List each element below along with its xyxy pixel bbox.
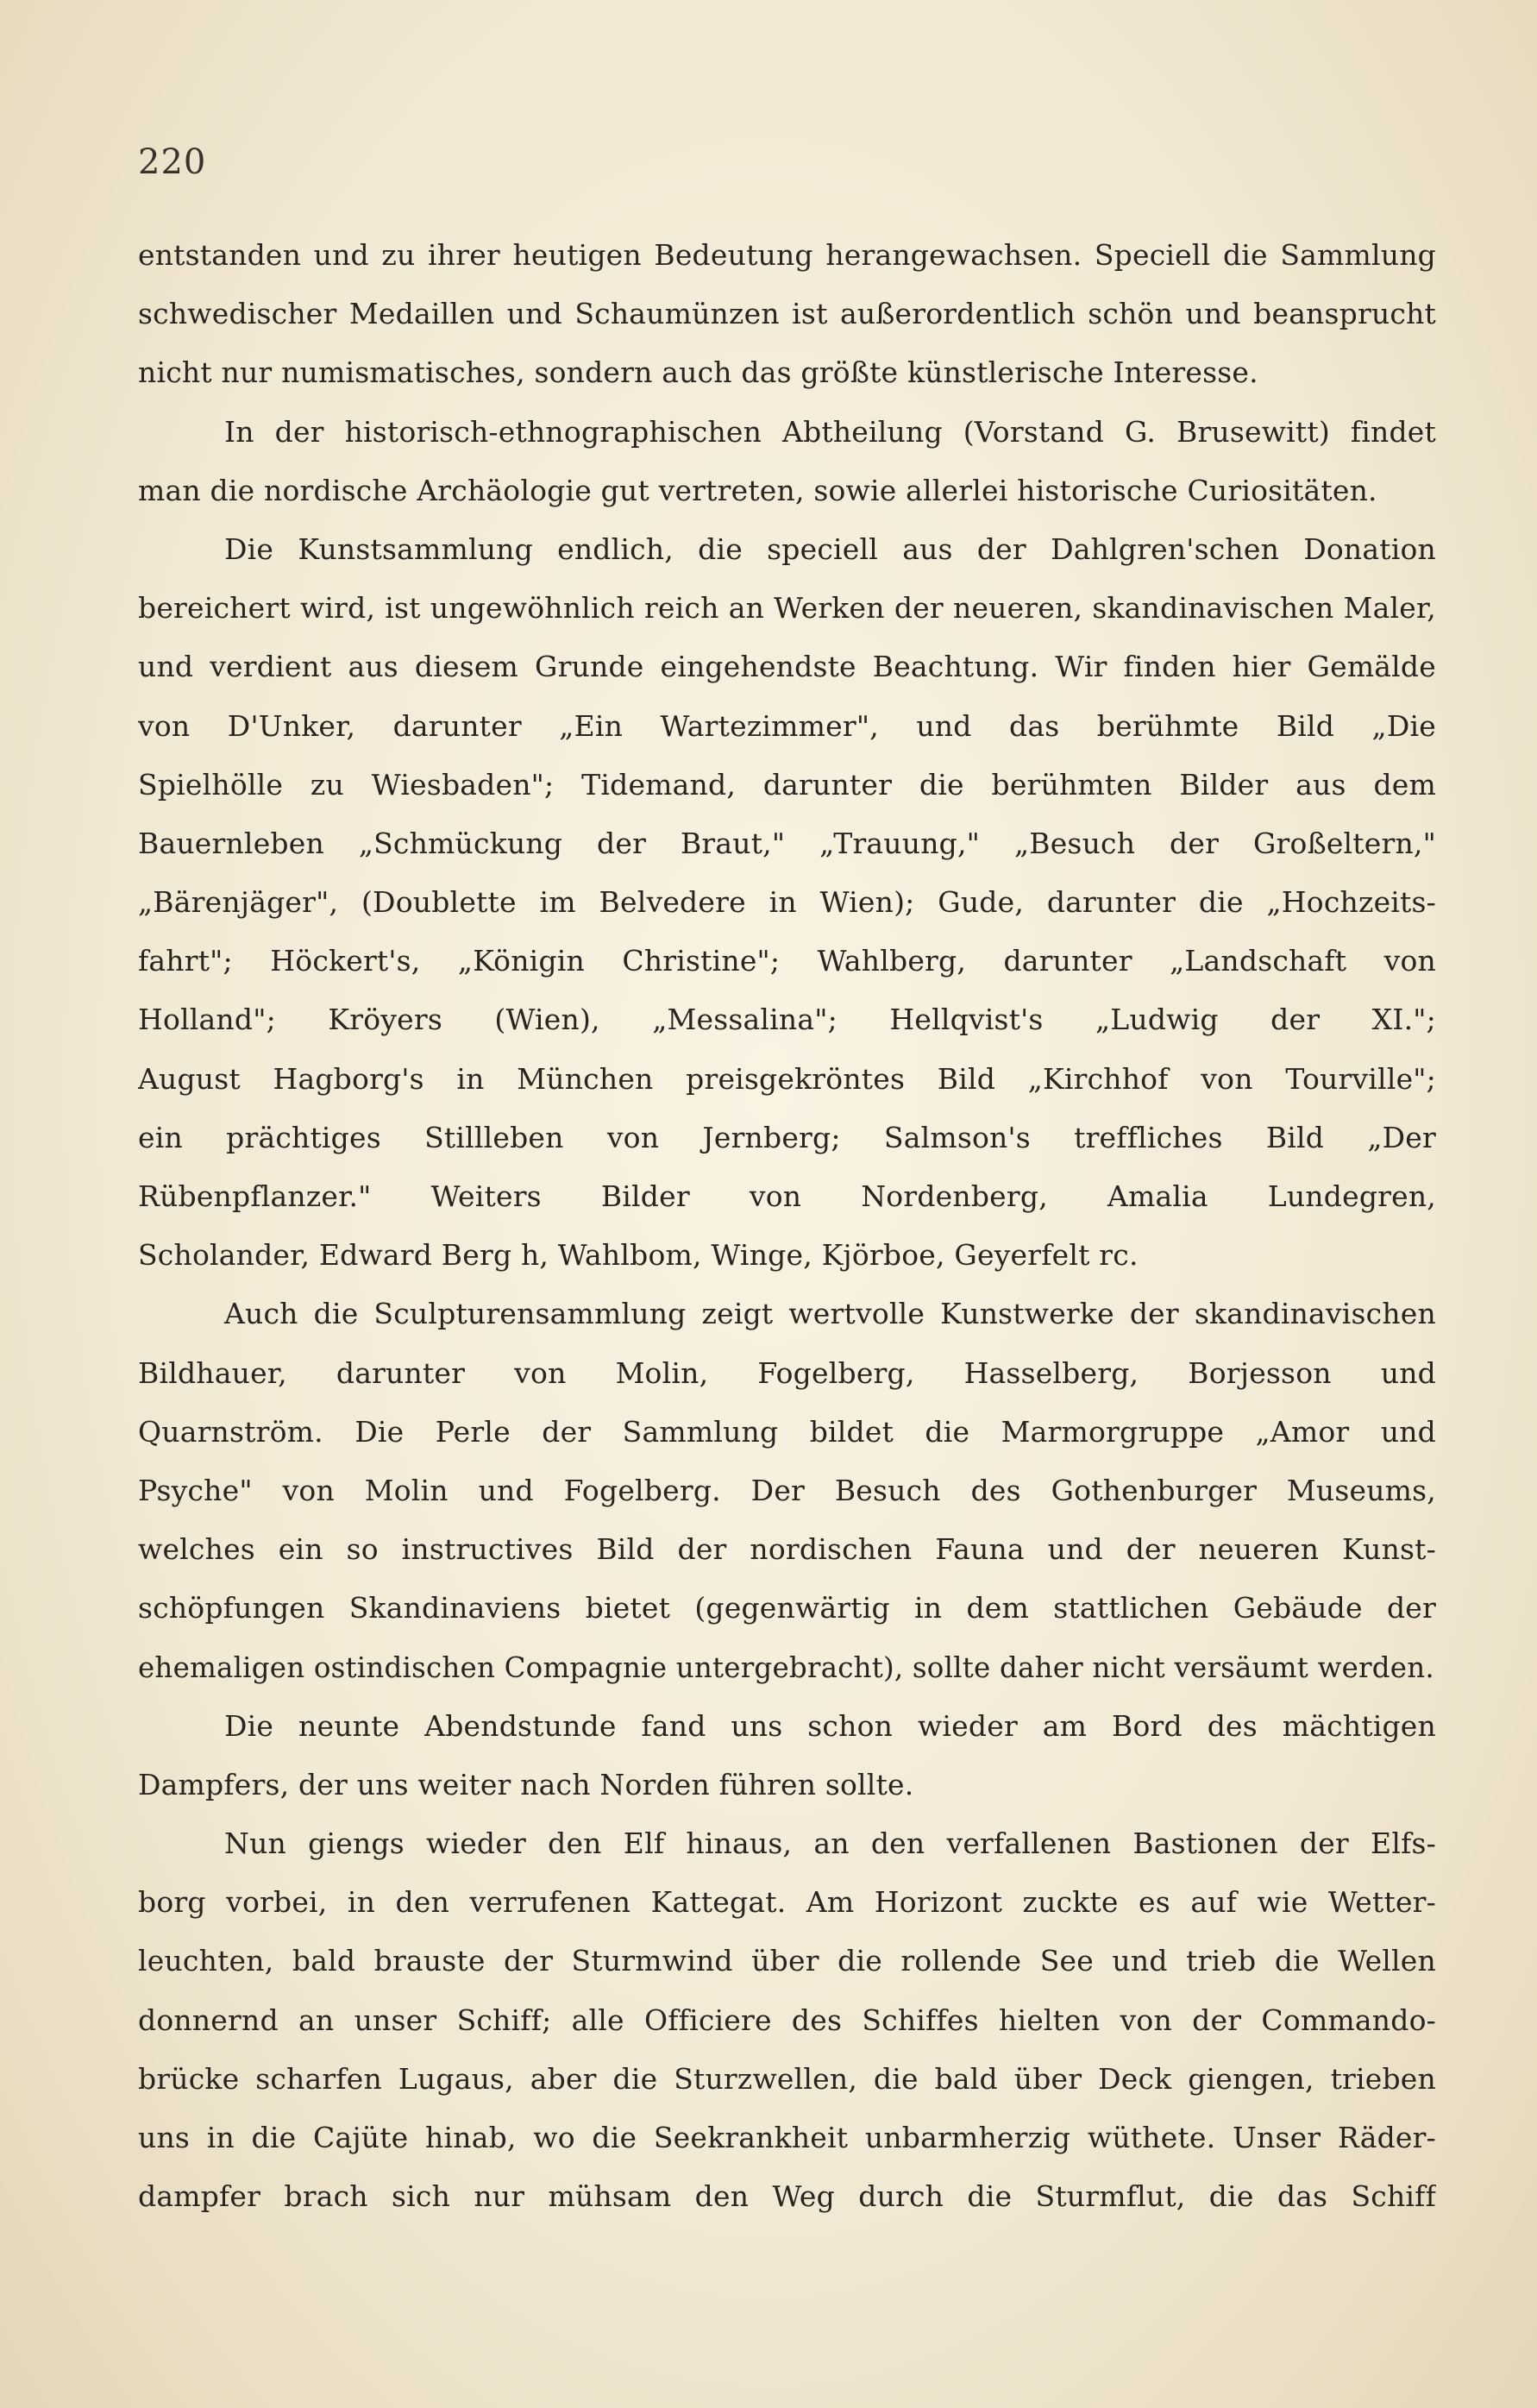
text-line: man die nordische Archäologie gut vertreten, sowie allerlei historische Curiositäten. xyxy=(138,473,1377,507)
text-line: Quarnström. Die Perle der Sammlung bildet die Marmorgruppe „Amor und xyxy=(138,1414,1436,1449)
paragraph-start-line: In der historisch-ethnographischen Abtheilung (Vorstand G. Brusewitt) findet xyxy=(224,414,1436,449)
paragraph-start-line: Nun giengs wieder den Elf hinaus, an den verfallenen Bastionen der Elfs- xyxy=(224,1826,1436,1861)
paragraph-start-line: Die neunte Abendstunde fand uns schon wieder am Bord des mächtigen xyxy=(224,1708,1436,1743)
text-line: nicht nur numismatisches, sondern auch das größte künstlerische Interesse. xyxy=(138,355,1258,390)
text-line: leuchten, bald brauste der Sturmwind über die rollende See und trieb die Wellen xyxy=(138,1944,1436,1978)
text-line: Dampfers, der uns weiter nach Norden führen sollte. xyxy=(138,1767,914,1801)
text-line: von D'Unker, darunter „Ein Wartezimmer", und das berühmte Bild „Die xyxy=(138,708,1436,743)
text-line: ehemaligen ostindischen Compagnie untergebracht), sollte daher nicht versäumt werden. xyxy=(138,1650,1434,1684)
text-line: bereichert wird, ist ungewöhnlich reich an Werken der neueren, skandinavischen Maler, xyxy=(138,591,1436,626)
text-line: August Hagborg's in München preisgekröntes Bild „Kirchhof von Tourville"; xyxy=(138,1061,1436,1096)
text-line: entstanden und zu ihrer heutigen Bedeutung herangewachsen. Speciell die Sammlung xyxy=(138,238,1436,272)
text-line: Psyche" von Molin und Fogelberg. Der Besuch des Gothenburger Museums, xyxy=(138,1473,1436,1507)
text-line: donnernd an unser Schiff; alle Officiere des Schiffes hielten von der Commando- xyxy=(138,2002,1436,2037)
text-line: Holland"; Kröyers (Wien), „Messalina"; Hellqvist's „Ludwig der XI."; xyxy=(138,1003,1436,1037)
text-line: Scholander, Edward Berg h, Wahlbom, Winge, Kjörboe, Geyerfelt rc. xyxy=(138,1238,1139,1273)
text-line: fahrt"; Höckert's, „Königin Christine"; Wahlberg, darunter „Landschaft von xyxy=(138,944,1436,978)
text-line: welches ein so instructives Bild der nordischen Fauna und der neueren Kunst- xyxy=(138,1532,1436,1567)
text-line: schwedischer Medaillen und Schaumünzen ist außerordentlich schön und beansprucht xyxy=(138,297,1436,331)
text-line: uns in die Cajüte hinab, wo die Seekrankheit unbarmherzig wüthete. Unser Räder- xyxy=(138,2121,1436,2154)
text-line: brücke scharfen Lugaus, aber die Sturzwellen, die bald über Deck giengen, trieben xyxy=(138,2061,1436,2096)
body-text xyxy=(138,226,1436,2226)
page-number: 220 xyxy=(138,142,207,182)
text-line: ein prächtiges Stillleben von Jernberg; Salmson's treffliches Bild „Der xyxy=(138,1120,1436,1154)
text-line: dampfer brach sich nur mühsam den Weg durch die Sturmflut, die das Schiff xyxy=(138,2179,1436,2214)
paragraph-start-line: Die Kunstsammlung endlich, die speciell aus der Dahlgren'schen Donation xyxy=(224,531,1436,566)
text-line: Spielhölle zu Wiesbaden"; Tidemand, darunter die berühmten Bilder aus dem xyxy=(138,767,1436,802)
text-line: und verdient aus diesem Grunde eingehendste Beachtung. Wir finden hier Gemälde xyxy=(138,650,1436,684)
text-line: borg vorbei, in den verrufenen Kattegat. Am Horizont zuckte es auf wie Wetter- xyxy=(138,1885,1436,1920)
text-line: „Bärenjäger", (Doublette im Belvedere in Wien); Gude, darunter die „Hochzeits- xyxy=(138,885,1436,920)
text-line: Bildhauer, darunter von Molin, Fogelberg, Hasselberg, Borjesson und xyxy=(138,1355,1436,1390)
text-line: schöpfungen Skandinaviens bietet (gegenwärtig in dem stattlichen Gebäude der xyxy=(138,1591,1436,1625)
text-line: Bauernleben „Schmückung der Braut," „Trauung," „Besuch der Großeltern," xyxy=(138,826,1436,860)
text-line: Rübenpflanzer." Weiters Bilder von Nordenberg, Amalia Lundegren, xyxy=(138,1179,1436,1213)
paragraph-start-line: Auch die Sculpturensammlung zeigt wertvolle Kunstwerke der skandinavischen xyxy=(224,1297,1436,1331)
